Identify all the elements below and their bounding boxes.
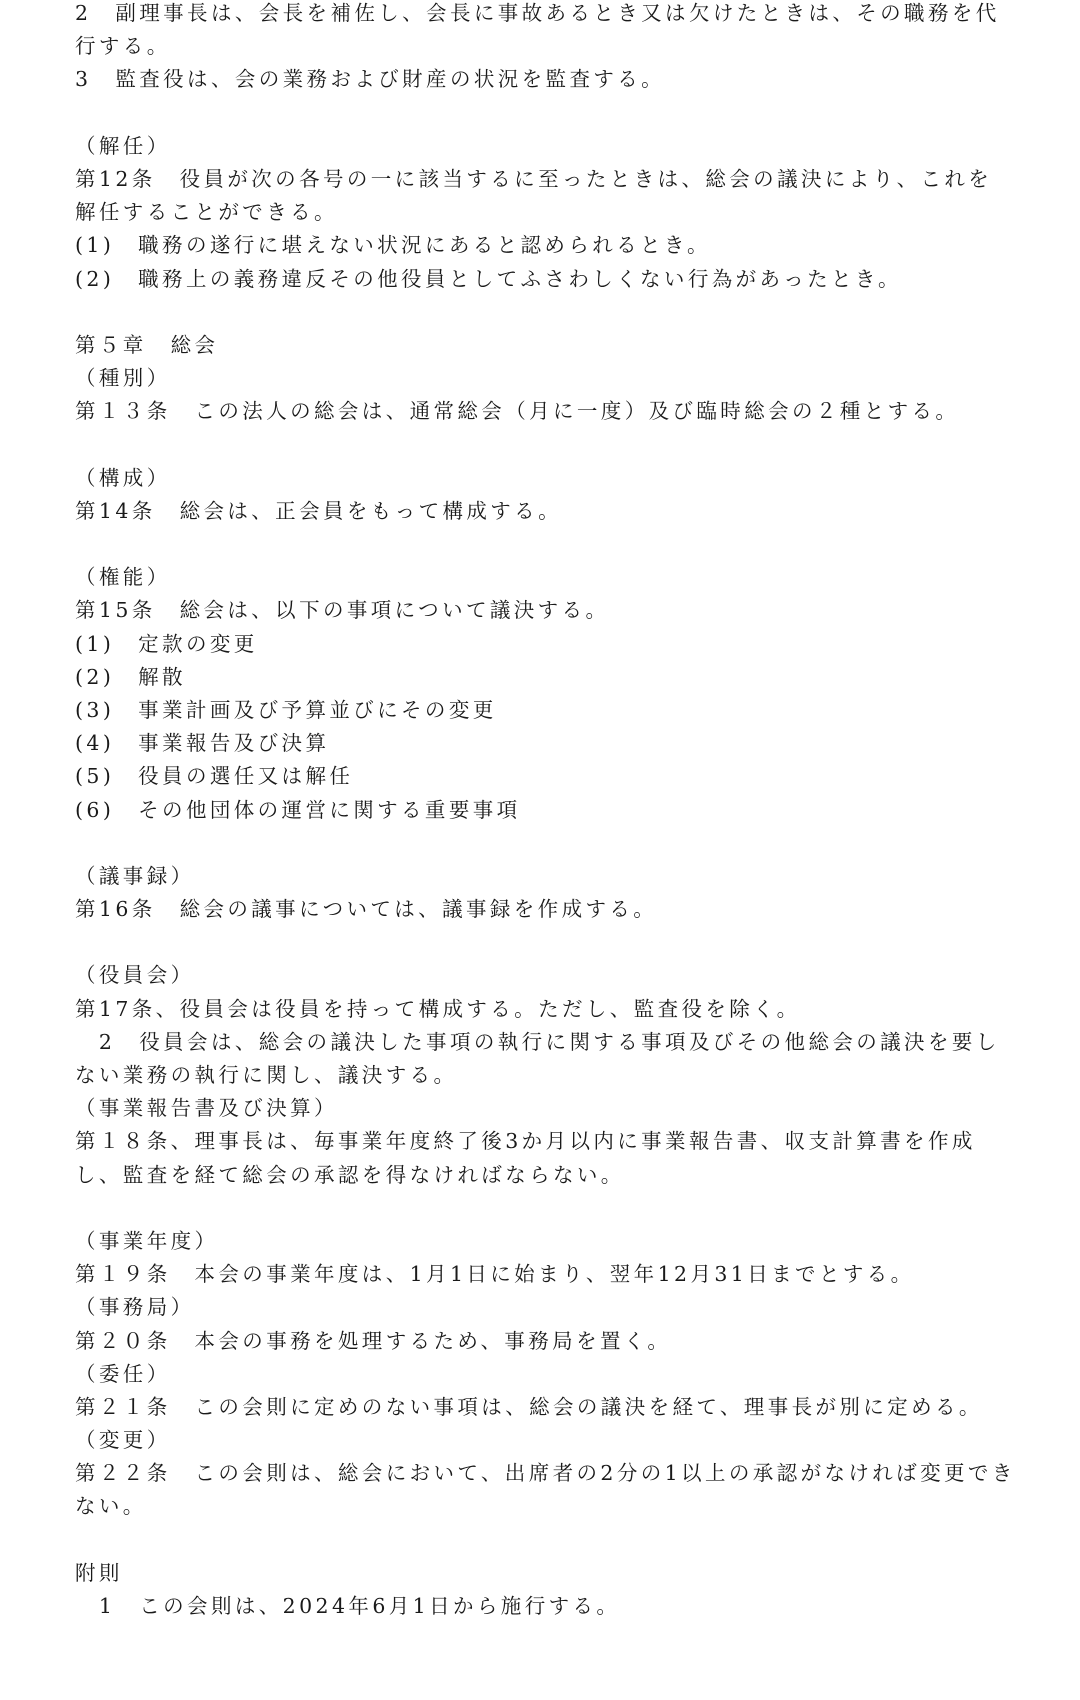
section-heading-secretariat: （事務局） — [75, 1295, 195, 1320]
blank-line — [75, 428, 1035, 461]
text-line: 2 役員会は、総会の議決した事項の執行に関する事項及びその他総会の議決を要し — [75, 1029, 1000, 1054]
blank-line — [75, 97, 1035, 130]
blank-line — [75, 827, 1035, 860]
text-line: 行する。 — [75, 34, 171, 59]
text-line: ない。 — [75, 1494, 147, 1519]
section-heading-amendment: （変更） — [75, 1428, 171, 1453]
text-line: 解任することができる。 — [75, 200, 338, 225]
article-21: 第２１条 この会則に定めのない事項は、総会の議決を経て、理事長が別に定める。 — [75, 1394, 983, 1419]
section-heading-minutes: （議事録） — [75, 863, 195, 888]
text-line: 2 副理事長は、会長を補佐し、会長に事故あるとき又は欠けたときは、その職務を代 — [75, 1, 1000, 25]
chapter-heading: 第５章 総会 — [75, 332, 219, 357]
article-22: 第２２条 この会則は、総会において、出席者の2分の1以上の承認がなければ変更でき — [75, 1461, 1016, 1486]
section-heading-powers: （権能） — [75, 565, 171, 590]
text-line: し、監査を経て総会の承認を得なければならない。 — [75, 1162, 625, 1187]
document-body — [75, 0, 1035, 1623]
section-heading-delegation: （委任） — [75, 1361, 171, 1386]
blank-line — [75, 1524, 1035, 1557]
article-13: 第１３条 この法人の総会は、通常総会（月に一度）及び臨時総会の２種とする。 — [75, 399, 960, 424]
article-16: 第16条 総会の議事については、議事録を作成する。 — [75, 897, 658, 922]
supplementary-provisions-heading: 附則 — [75, 1560, 123, 1585]
list-item: (1) 職務の遂行に堪えない状況にあると認められるとき。 — [75, 233, 711, 258]
list-item: (1) 定款の変更 — [75, 631, 258, 656]
blank-line — [75, 296, 1035, 329]
list-item: (2) 解散 — [75, 664, 186, 689]
section-heading-composition: （構成） — [75, 465, 171, 490]
blank-line — [75, 528, 1035, 561]
article-18: 第１８条、理事長は、毎事業年度終了後3か月以内に事業報告書、収支計算書を作成 — [75, 1129, 976, 1154]
article-15: 第15条 総会は、以下の事項について議決する。 — [75, 598, 610, 623]
section-heading-report: （事業報告書及び決算） — [75, 1096, 338, 1121]
supplementary-provision-1: 1 この会則は、2024年6月1日から施行する。 — [75, 1594, 621, 1618]
article-14: 第14条 総会は、正会員をもって構成する。 — [75, 498, 562, 523]
section-heading-type: （種別） — [75, 366, 171, 391]
article-20: 第２０条 本会の事務を処理するため、事務局を置く。 — [75, 1328, 672, 1353]
text-line: 3 監査役は、会の業務および財産の状況を監査する。 — [75, 67, 666, 92]
list-item: (3) 事業計画及び予算並びにその変更 — [75, 697, 497, 722]
section-heading-board: （役員会） — [75, 963, 195, 988]
blank-line — [75, 1192, 1035, 1225]
article-17: 第17条、役員会は役員を持って構成する。ただし、監査役を除く。 — [75, 996, 801, 1021]
list-item: (4) 事業報告及び決算 — [75, 731, 330, 756]
article-19: 第１９条 本会の事業年度は、1月1日に始まり、翌年12月31日までとする。 — [75, 1262, 915, 1287]
article-12: 第12条 役員が次の各号の一に該当するに至ったときは、総会の議決により、これを — [75, 166, 993, 191]
section-heading-dismissal: （解任） — [75, 133, 171, 158]
blank-line — [75, 926, 1035, 959]
section-heading-fiscal-year: （事業年度） — [75, 1228, 219, 1253]
text-line: ない業務の執行に関し、議決する。 — [75, 1063, 458, 1087]
list-item: (6) その他団体の運営に関する重要事項 — [75, 797, 521, 822]
list-item: (5) 役員の選任又は解任 — [75, 764, 354, 789]
list-item: (2) 職務上の義務違反その他役員としてふさわしくない行為があったとき。 — [75, 266, 902, 291]
